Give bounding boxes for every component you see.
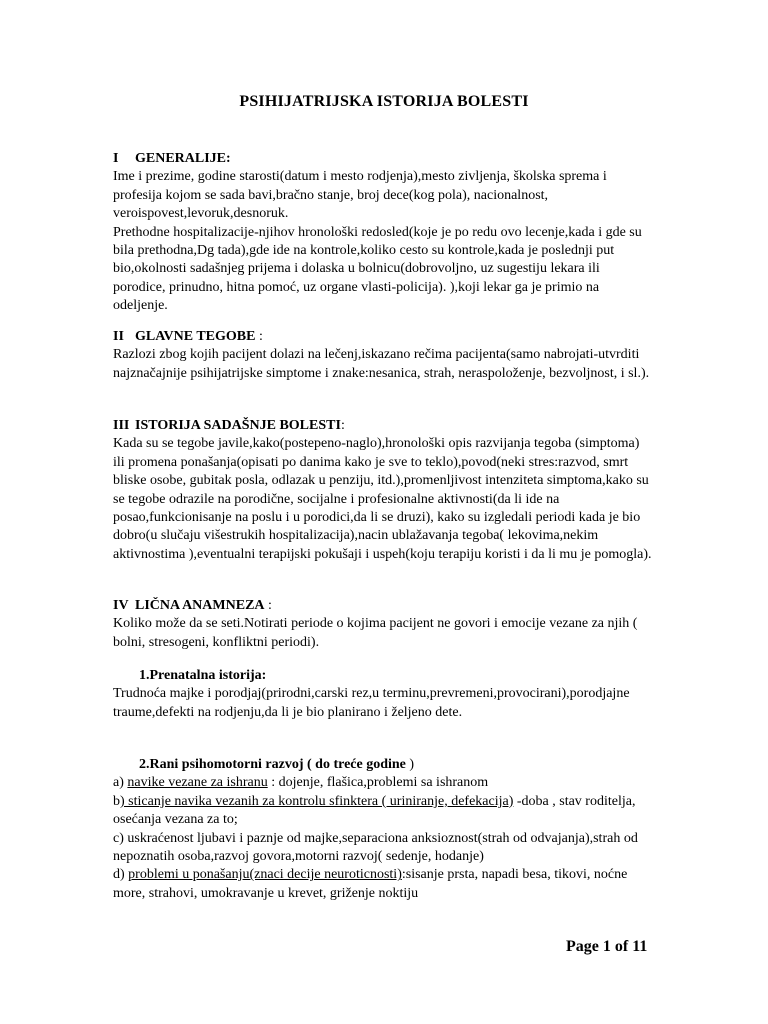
list-item-marker: a)	[113, 775, 128, 791]
section-title-suffix: :	[264, 598, 272, 613]
section-paragraph: Kada su se tegobe javile,kako(postepeno-naglo),hronološki opis razvijanja tegoba (simptoma) ili promena ponašanja(opisati po danima kako je sve to teklo),povod(neki stres:razvod, smrt bliske osobe, gubitak posla, odlazak u penziju, itd.),promenljivost intenziteta simptoma,kako su se tegobe odrazile na porodične, socijalne i profesionalne aktivnosti(da li ide na posao,funkcionisanje na poslu i u porodici,da li se druzi), kako su izgledali periodi kada je bio dobro(u slučaju višestrukih hospitalizacija),nacin ublažavanja tegoba( lekovima,nekim aktivnostima ),eventualni terapijski pokušaji i uspeh(koju terapiju koristi i da li mu je pomogla).	[113, 436, 652, 562]
section-heading	[113, 597, 653, 615]
section-title: GLAVNE TEGOBE	[135, 329, 256, 344]
section-glavne-tegobe	[113, 328, 653, 383]
document-title: PSIHIJATRIJSKA ISTORIJA BOLESTI	[239, 93, 529, 110]
subsection-heading-text: 2.Rani psihomotorni razvoj ( do treće godine	[139, 757, 406, 772]
list-item-text: -doba , stav roditelja, osećanja vezana za to;	[113, 793, 636, 828]
subsection-paragraph: Trudnoća majke i porodjaj(prirodni,carski rez,u terminu,prevremeni,provocirani),porodjajne traume,defekti na rodjenju,da li je bio planirano i željeno dete.	[113, 686, 630, 720]
section-heading	[113, 417, 653, 435]
section-title-suffix: :	[340, 418, 345, 433]
section-number: II	[113, 329, 124, 344]
section-generalije	[113, 150, 653, 316]
section-title: ISTORIJA SADAŠNJE BOLESTI	[135, 418, 341, 433]
subsection-heading-suffix: )	[405, 757, 415, 772]
list-item-a	[113, 774, 653, 792]
subsection-heading	[113, 756, 653, 774]
section-title: GENERALIJE:	[135, 151, 231, 166]
underlined-text: ) sticanje navika vezanih za kontrolu sfinktera ( uriniranje, defekacija)	[120, 793, 514, 809]
subsection-heading: 1.Prenatalna istorija:	[139, 668, 267, 683]
subsection-rani-psihomotorni-razvoj	[113, 756, 653, 903]
section-licna-anamneza	[113, 597, 653, 652]
list-item-text: :sisanje prsta, napadi besa, tikovi, noćne more, strahovi, umokravanje u krevet, griženje noktiju	[113, 867, 628, 901]
list-item-text: : dojenje, flašica,problemi sa ishranom	[267, 775, 489, 791]
section-number: III	[113, 418, 130, 433]
list-item-marker: d)	[113, 867, 129, 883]
section-paragraph: Koliko može da se seti.Notirati periode o kojima pacijent ne govori i emocije vezane za njih ( bolni, stresogeni, konfliktni periodi).	[113, 616, 638, 650]
section-istorija-sadasnje-bolesti	[113, 417, 653, 564]
section-title: LIČNA ANAMNEZA	[135, 598, 265, 613]
section-number: I	[113, 151, 119, 166]
page-number: Page 1 of 11	[566, 938, 648, 955]
underlined-text: problemi u ponašanju(znaci decije neuroticnosti)	[128, 867, 402, 883]
section-heading	[113, 328, 653, 346]
section-paragraph: Prethodne hospitalizacije-njihov hronološki redosled(koje je po redu ovo lecenje,kada i gde su bila prethodna,Dg tada),gde ide na kontrole,koliko cesto su kontrole,kada je poslednji put bio,okolnosti sadašnjeg prijema i dolaska u bolnicu(dobrovoljno, uz sugestiju lekara ili porodice, prinudno, hitna pomoć, uz organe vlasti-policija). ),koji lekar ga je primio na odeljenje.	[113, 224, 642, 314]
section-paragraph: Razlozi zbog kojih pacijent dolazi na lečenj,iskazano rečima pacijenta(samo nabrojati-utvrditi najznačajnije psihijatrijske simptome i znake:nesanica, strah, neraspoloženje, bezvoljnost, i sl.).	[113, 347, 650, 381]
list-item-marker: b	[113, 793, 120, 809]
list-item-d	[113, 866, 653, 903]
list-item-c: c) uskraćenost ljubavi i paznje od majke,separaciona anksioznost(strah od odvajanja),strah od nepoznatih osoba,razvoj govora,motorni razvoj( sedenje, hodanje)	[113, 830, 638, 865]
section-heading	[113, 150, 653, 168]
section-number: IV	[113, 598, 129, 613]
underlined-text: navike vezane za ishranu	[127, 775, 268, 791]
section-title-suffix: :	[255, 329, 263, 344]
list-item-b	[113, 793, 653, 830]
section-paragraph: Ime i prezime, godine starosti(datum i mesto rodjenja),mesto zivljenja, školska sprema i profesija kojom se sada bavi,bračno stanje, broj dece(kog pola), nacionalnost, veroispovest,levoruk,desnoruk.	[113, 169, 607, 222]
subsection-prenatalna-istorija	[113, 667, 653, 722]
